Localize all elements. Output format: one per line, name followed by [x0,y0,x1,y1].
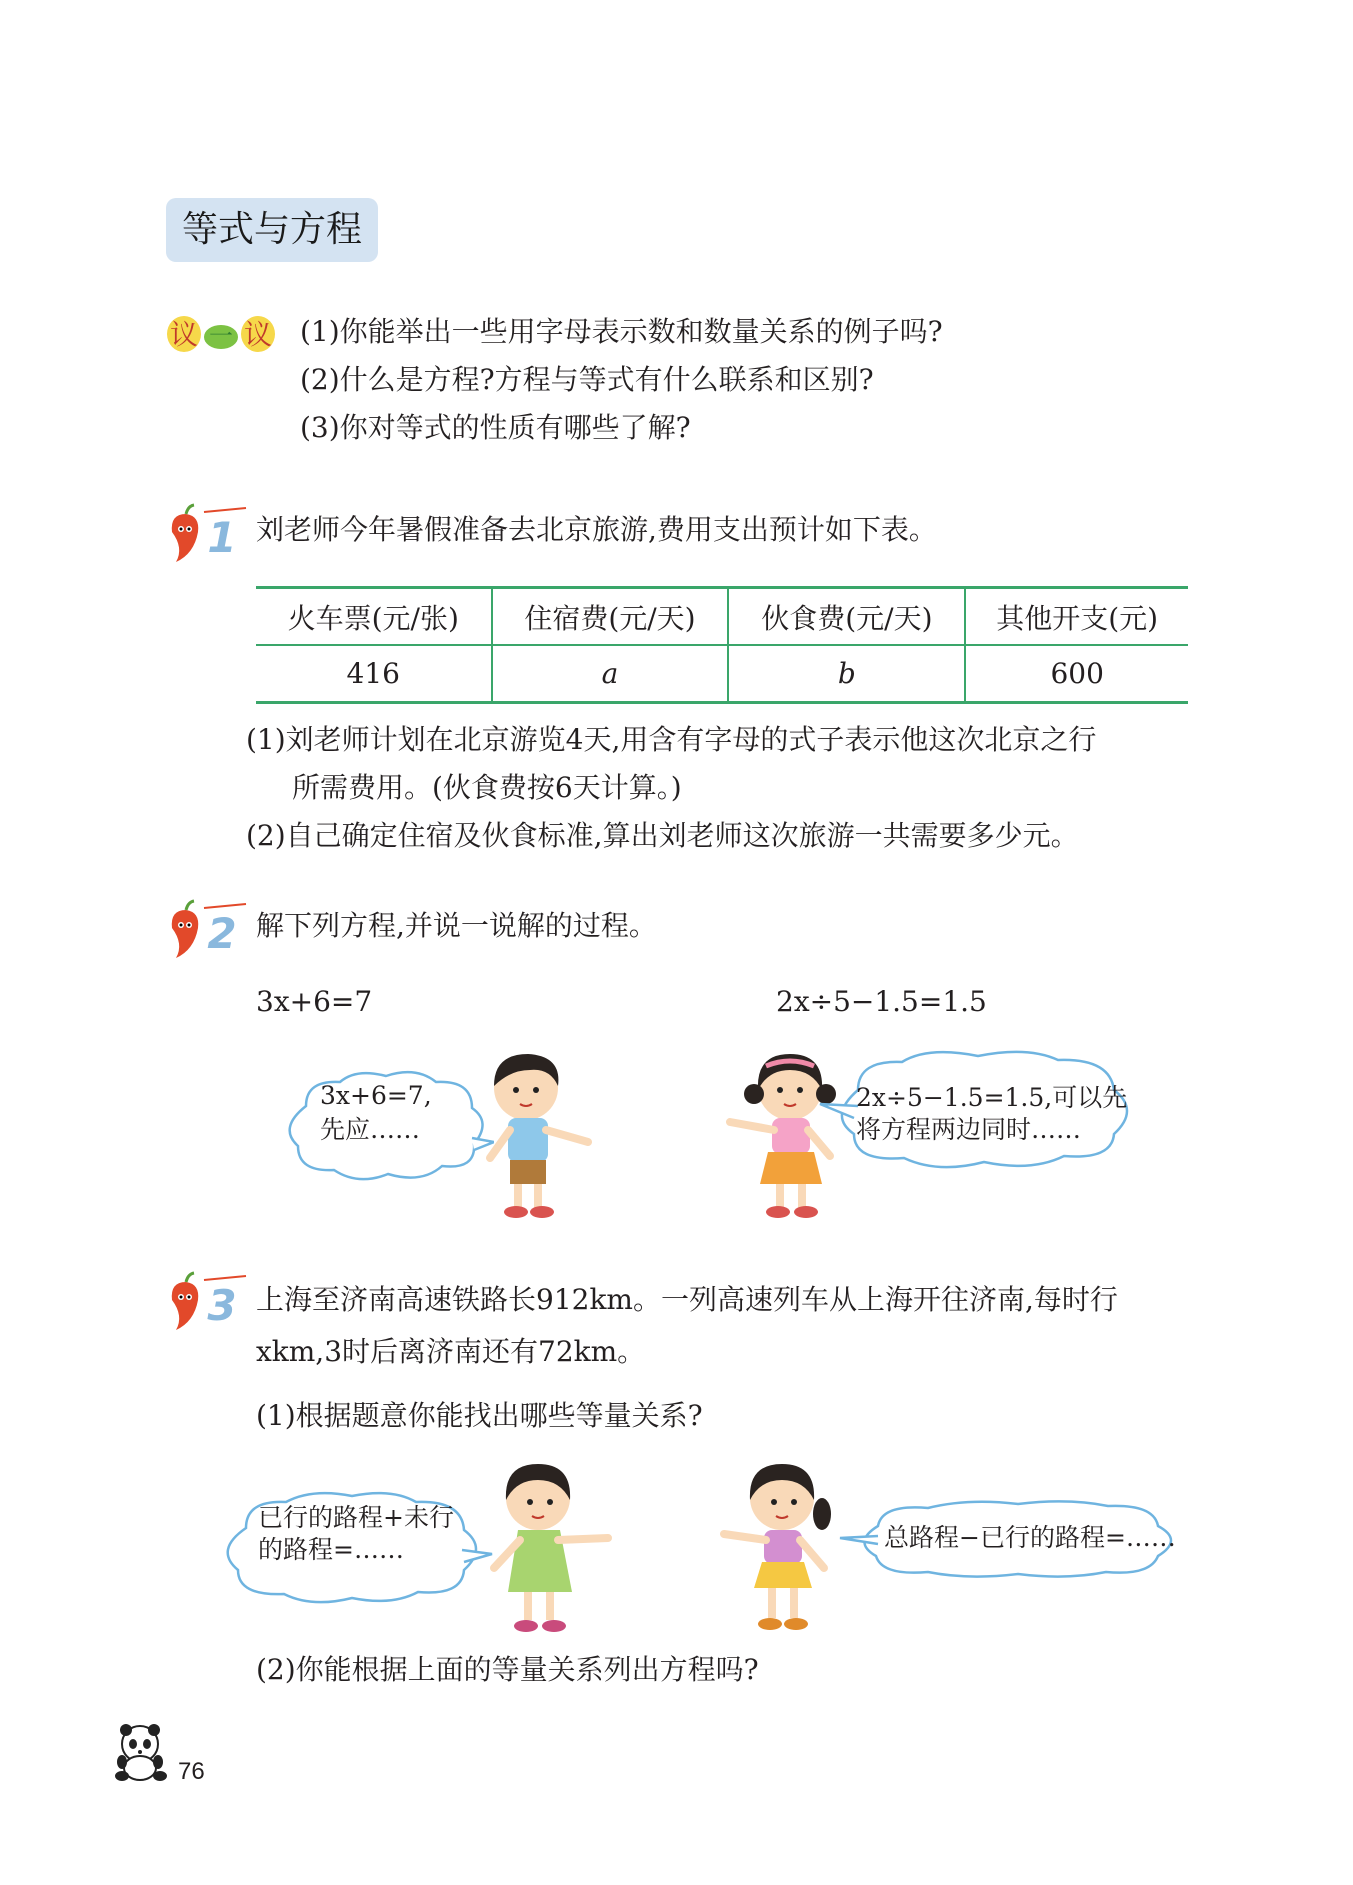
equation-1: 3x+6=7 [256,985,373,1018]
problem-2-number: 2 [207,909,237,958]
problem-3-badge [164,1270,254,1340]
badge-char-2: 一 [209,322,233,350]
problem-2-text: 解下列方程,并说一说解的过程。 [256,909,657,942]
bubble-left-2-line1: 已行的路程+未行 [258,1503,454,1532]
discussion-question-1: (1)你能举出一些用字母表示数和数量关系的例子吗? [300,315,943,348]
panda-icon [110,1720,174,1784]
boy-illustration [470,1046,610,1226]
problem-3-line1: 上海至济南高速铁路长912km。一列高速列车从上海开往济南,每时行 [256,1283,1118,1316]
table-header: 其他开支(元) [965,588,1188,646]
problem-1-q1-line2: 所需费用。(伙食费按6天计算。) [292,771,682,804]
problem-1-text: 刘老师今年暑假准备去北京旅游,费用支出预计如下表。 [256,513,937,546]
problem-1-q2: (2)自己确定住宿及伙食标准,算出刘老师这次旅游一共需要多少元。 [246,819,1079,852]
bubble-left-line1: 3x+6=7, [320,1081,432,1110]
problem-3-q1: (1)根据题意你能找出哪些等量关系? [256,1399,703,1432]
badge-char-3: 议 [243,318,273,351]
girl-illustration-3 [714,1456,854,1646]
table-cell: 600 [965,645,1188,703]
problem-3-q2: (2)你能根据上面的等量关系列出方程吗? [256,1653,759,1686]
bubble-right-line1: 2x÷5−1.5=1.5,可以先 [856,1083,1128,1112]
page-number: 76 [178,1758,205,1785]
discussion-question-3: (3)你对等式的性质有哪些了解? [300,411,691,444]
table-cell: a [492,645,729,703]
table-header: 住宿费(元/天) [492,588,729,646]
section-title: 等式与方程 [166,198,378,262]
problem-3-line2: xkm,3时后离济南还有72km。 [256,1335,646,1368]
table-header: 伙食费(元/天) [728,588,965,646]
table-header: 火车票(元/张) [287,601,459,635]
table-cell: 416 [346,657,400,690]
table-header-row [256,588,1188,646]
problem-3-number: 3 [207,1281,237,1330]
problem-2-badge [164,898,254,968]
problem-1-q1-line1: (1)刘老师计划在北京游览4天,用含有字母的式子表示他这次北京之行 [246,723,1097,756]
table-cell: b [728,645,965,703]
bubble-right-2-text: 总路程−已行的路程=…… [884,1523,1176,1552]
discussion-badge [166,313,276,355]
equation-2: 2x÷5−1.5=1.5 [776,985,987,1018]
badge-char-1: 议 [169,318,199,351]
bubble-left-line2: 先应…… [320,1115,421,1144]
bubble-left-2-line2: 的路程=…… [258,1535,404,1564]
table-row [256,645,1188,703]
discussion-question-2: (2)什么是方程?方程与等式有什么联系和区别? [300,363,874,396]
girl-illustration-2 [480,1456,620,1646]
problem-1-badge [164,502,254,572]
bubble-right-line2: 将方程两边同时…… [856,1115,1082,1144]
problem-1-number: 1 [207,513,237,562]
cost-table [256,586,1188,704]
